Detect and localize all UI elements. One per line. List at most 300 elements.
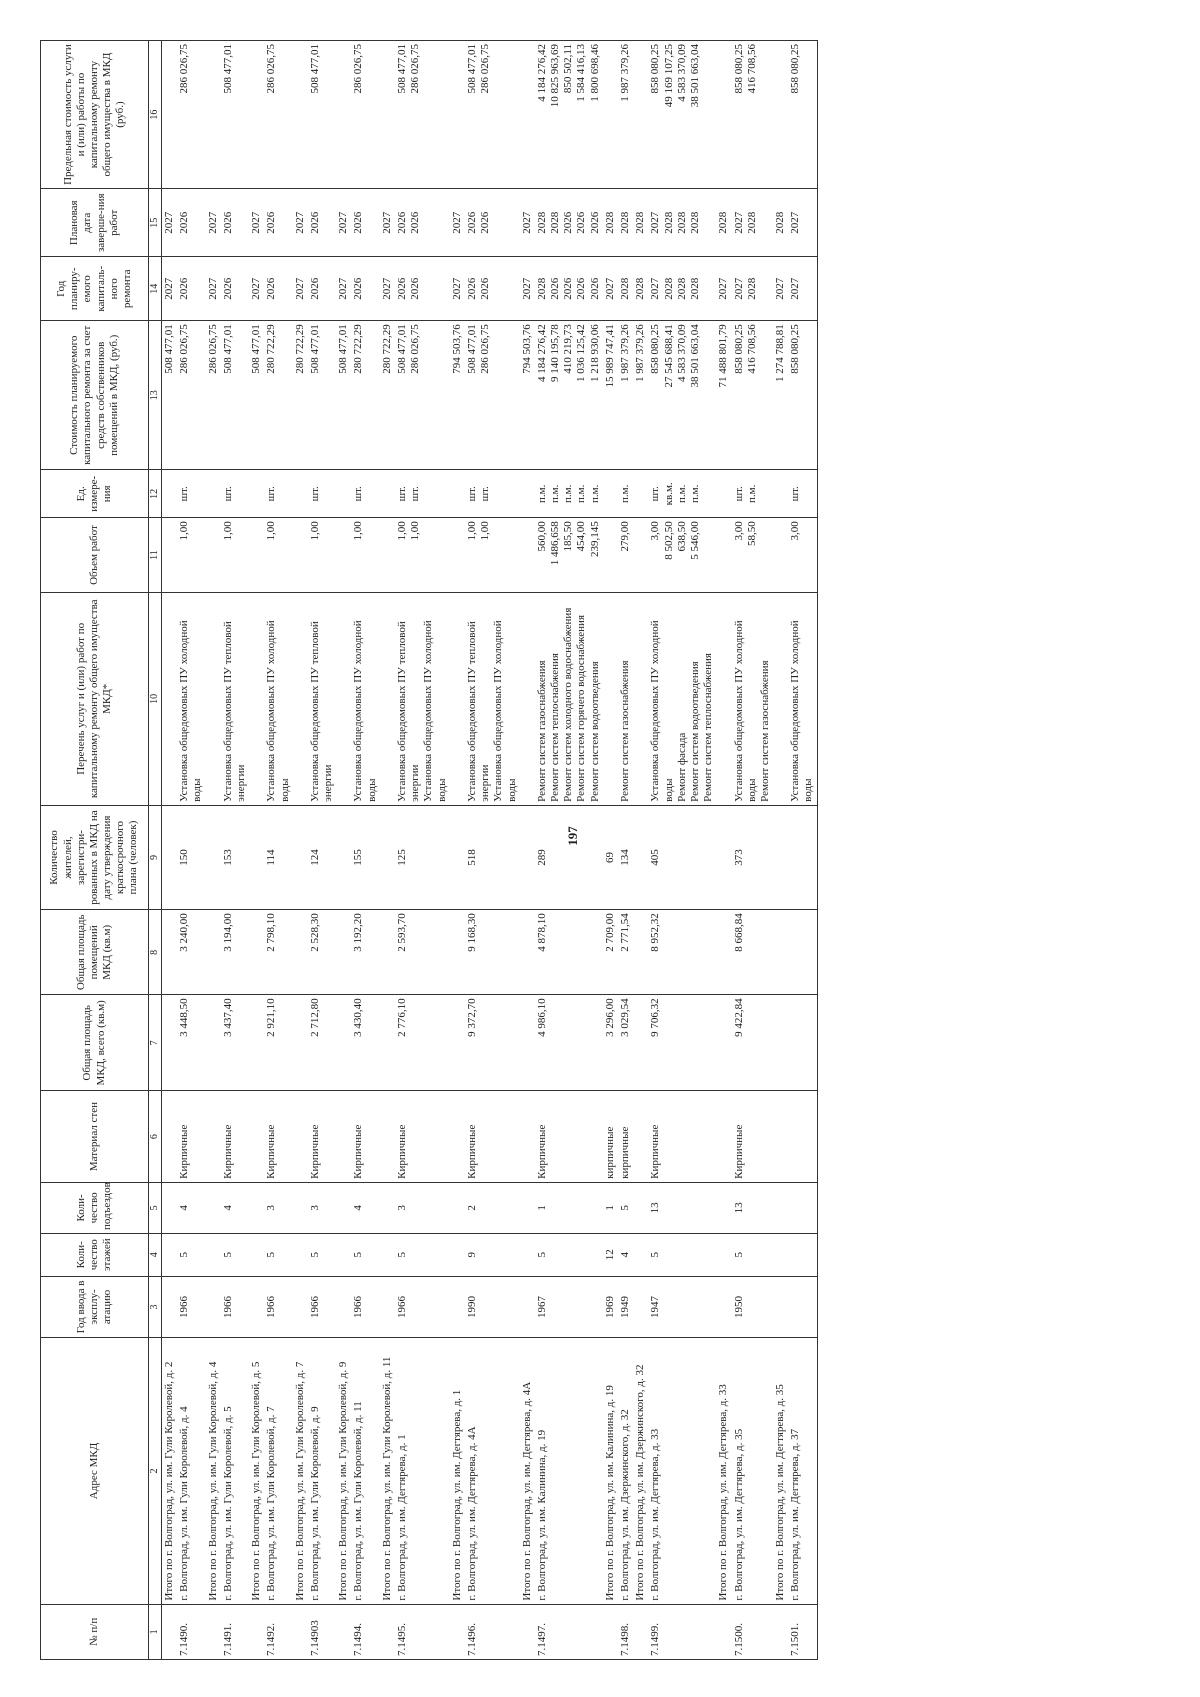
cell-line: шт. (396, 486, 408, 502)
cell-line: Установка общедомовых ПУ холодной воды (492, 620, 518, 802)
cell-line: 2026 (396, 277, 408, 300)
floors-cell (162, 1233, 178, 1276)
floors-cell: 5 (395, 1233, 450, 1276)
entrances-cell (336, 1182, 351, 1233)
cell-line: 1 800 698,46 (588, 44, 601, 102)
cell-line: шт. (465, 486, 478, 502)
max-cost-cell: 286 026,75 (177, 41, 205, 189)
year-cell: 1966 (221, 1276, 249, 1338)
completion-date-cell (465, 189, 520, 257)
works-list-cell: Установка общедомовых ПУ холодной воды (264, 592, 292, 805)
year-cell: 1990 (465, 1276, 520, 1338)
column-number: 14 (149, 257, 162, 321)
table-row (293, 41, 308, 1660)
completion-date-cell (648, 189, 716, 257)
cost-cell: 794 503,76 (520, 321, 535, 470)
cell-line: 638,50 (675, 521, 688, 552)
row-number: 7.1490. (177, 1604, 205, 1659)
unit-cell (520, 470, 535, 518)
works-list-cell (603, 592, 618, 805)
unit-cell: шт. (221, 470, 249, 518)
unit-cell (732, 470, 774, 518)
cell-line: 2027 (649, 211, 662, 234)
residents-cell: 518 (465, 805, 520, 909)
volume-cell: 1,00 (264, 518, 292, 593)
cell-line: 454,00 (575, 521, 588, 552)
premises-area-cell: 3 240,00 (177, 910, 205, 995)
total-area-cell (380, 995, 395, 1091)
planned-year-cell: 2026 (351, 257, 379, 321)
cell-line: Установка общедомовых ПУ холодной воды (649, 620, 675, 802)
total-area-cell (633, 995, 648, 1091)
header-row (41, 41, 149, 1660)
header-cell: Общая площадь МКД, всего (кв.м) (41, 995, 149, 1091)
max-cost-cell (773, 41, 788, 189)
cell-line: Ремонт систем водоотведения (588, 661, 601, 802)
volume-cell (450, 518, 465, 593)
planned-year-cell: 2027 (380, 257, 395, 321)
total-area-cell (788, 995, 817, 1091)
address-cell: Итого по г. Волгоград, ул. им. Гули Королевой, д. 5 (249, 1338, 264, 1604)
cell-line: 2028 (745, 277, 758, 300)
max-cost-cell (336, 41, 351, 189)
table-row (788, 41, 817, 1660)
table-row (450, 41, 465, 1660)
year-cell (206, 1276, 221, 1338)
wall-material-cell: Кирпичные (395, 1091, 450, 1183)
unit-cell (293, 470, 308, 518)
residents-cell (773, 805, 788, 909)
row-number (380, 1604, 395, 1659)
cost-cell: 508 477,01 (162, 321, 178, 470)
max-cost-cell: 1 987 379,26 (618, 41, 633, 189)
unit-cell (535, 470, 603, 518)
header-cell: Адрес МКД (41, 1338, 149, 1604)
address-cell: Итого по г. Волгоград, ул. им. Гули Королевой, д. 11 (380, 1338, 395, 1604)
unit-cell: шт. (308, 470, 336, 518)
floors-cell: 5 (308, 1233, 336, 1276)
completion-date-cell: 2026 (351, 189, 379, 257)
premises-area-cell: 8 668,84 (732, 910, 774, 995)
volume-cell (535, 518, 603, 593)
premises-area-cell (249, 910, 264, 995)
cell-line: 2028 (662, 277, 675, 300)
cost-cell (395, 321, 450, 470)
residents-cell (450, 805, 465, 909)
completion-date-cell: 2027 (788, 189, 817, 257)
wall-material-cell: кирпичные (603, 1091, 618, 1183)
works-list-cell (648, 592, 716, 805)
year-cell: 1947 (648, 1276, 716, 1338)
entrances-cell (206, 1182, 221, 1233)
planned-year-cell: 2027 (206, 257, 221, 321)
total-area-cell: 9 372,70 (465, 995, 520, 1091)
cost-cell: 508 477,01 (221, 321, 249, 470)
works-list-cell: Установка общедомовых ПУ тепловой энергии (308, 592, 336, 805)
works-list-cell (773, 592, 788, 805)
address-cell: г. Волгоград, ул. им. Гули Королевой, д. 11 (351, 1338, 379, 1604)
total-area-cell (249, 995, 264, 1091)
row-number: 7.1499. (648, 1604, 716, 1659)
cell-line: 10 825 963,69 (549, 44, 562, 108)
floors-cell (249, 1233, 264, 1276)
row-number: 7.1500. (732, 1604, 774, 1659)
year-cell (293, 1276, 308, 1338)
premises-area-cell: 4 878,10 (535, 910, 603, 995)
column-number: 5 (149, 1182, 162, 1233)
residents-cell: 134 (618, 805, 633, 909)
residents-cell (380, 805, 395, 909)
volume-cell: 1,00 (221, 518, 249, 593)
table-row (351, 41, 379, 1660)
floors-cell (336, 1233, 351, 1276)
cell-line: 2028 (745, 211, 758, 234)
table-row (465, 41, 520, 1660)
floors-cell: 5 (535, 1233, 603, 1276)
cell-line: шт. (409, 486, 422, 502)
cost-cell (535, 321, 603, 470)
address-cell: Итого по г. Волгоград, ул. им. Дегтярева, д. 35 (773, 1338, 788, 1604)
cost-cell: 286 026,75 (177, 321, 205, 470)
cell-line: 2026 (479, 211, 492, 234)
address-cell: Итого по г. Волгоград, ул. им. Дзержинского, д. 32 (633, 1338, 648, 1604)
entrances-cell: 3 (308, 1182, 336, 1233)
wall-material-cell: Кирпичные (221, 1091, 249, 1183)
table-row (206, 41, 221, 1660)
cell-line: п.м. (549, 484, 562, 503)
year-cell (162, 1276, 178, 1338)
total-area-cell: 2 776,10 (395, 995, 450, 1091)
header-cell: Коли-чество подъездов (41, 1182, 149, 1233)
unit-cell (465, 470, 520, 518)
capital-repair-table (40, 40, 818, 1660)
max-cost-cell (249, 41, 264, 189)
header-cell: Предельная стоимость услуги и (или) работы по капитальному ремонту общего имущества в МКД (руб.) (41, 41, 149, 189)
wall-material-cell: Кирпичные (732, 1091, 774, 1183)
row-number: 7.1494. (351, 1604, 379, 1659)
residents-cell (249, 805, 264, 909)
cell-line: 1,00 (409, 521, 422, 541)
cell-line: 286 026,75 (409, 44, 422, 94)
table-body (162, 41, 818, 1660)
residents-cell: 125 (395, 805, 450, 909)
cost-cell: 1 987 379,26 (633, 321, 648, 470)
premises-area-cell (773, 910, 788, 995)
total-area-cell: 3 437,40 (221, 995, 249, 1091)
works-list-cell (380, 592, 395, 805)
residents-cell: 150 (177, 805, 205, 909)
max-cost-cell (520, 41, 535, 189)
row-number (249, 1604, 264, 1659)
volume-cell (465, 518, 520, 593)
total-area-cell: 2 921,10 (264, 995, 292, 1091)
premises-area-cell: 8 952,32 (648, 910, 716, 995)
floors-cell: 5 (732, 1233, 774, 1276)
volume-cell (162, 518, 178, 593)
table-row (732, 41, 774, 1660)
year-cell (633, 1276, 648, 1338)
floors-cell (716, 1233, 731, 1276)
total-area-cell (293, 995, 308, 1091)
cell-line: 2027 (732, 211, 745, 234)
year-cell: 1966 (395, 1276, 450, 1338)
floors-cell: 5 (264, 1233, 292, 1276)
completion-date-cell: 2027 (162, 189, 178, 257)
volume-cell (648, 518, 716, 593)
unit-cell (380, 470, 395, 518)
cell-line: 508 477,01 (465, 324, 478, 374)
residents-cell: 69 (603, 805, 618, 909)
max-cost-cell (716, 41, 731, 189)
floors-cell (206, 1233, 221, 1276)
year-cell: 1949 (618, 1276, 633, 1338)
works-list-cell (395, 592, 450, 805)
planned-year-cell: 2026 (177, 257, 205, 321)
wall-material-cell (249, 1091, 264, 1183)
cell-line: Установка общедомовых ПУ тепловой энергии (396, 621, 422, 802)
unit-cell: шт. (788, 470, 817, 518)
residents-cell: 114 (264, 805, 292, 909)
cell-line: 416 708,56 (745, 44, 758, 94)
row-number (520, 1604, 535, 1659)
wall-material-cell (716, 1091, 731, 1183)
entrances-cell: 1 (603, 1182, 618, 1233)
cell-line: 2028 (688, 211, 701, 234)
volume-cell: 1,00 (351, 518, 379, 593)
entrances-cell (788, 1182, 817, 1233)
residents-cell (162, 805, 178, 909)
table-row (308, 41, 336, 1660)
row-number: 7.1491. (221, 1604, 249, 1659)
header-cell: № п/п (41, 1604, 149, 1659)
cell-line: Ремонт систем теплоснабжения (702, 653, 715, 802)
entrances-cell: 13 (648, 1182, 716, 1233)
premises-area-cell: 2 771,54 (618, 910, 633, 995)
table-row (395, 41, 450, 1660)
entrances-cell (773, 1182, 788, 1233)
volume-cell (206, 518, 221, 593)
cell-line: 1,00 (396, 521, 408, 541)
premises-area-cell: 2 593,70 (395, 910, 450, 995)
premises-area-cell: 3 192,20 (351, 910, 379, 995)
column-number: 9 (149, 805, 162, 909)
row-number (773, 1604, 788, 1659)
works-list-cell (336, 592, 351, 805)
works-list-cell (716, 592, 731, 805)
cell-line: 2026 (588, 211, 601, 234)
premises-area-cell (633, 910, 648, 995)
entrances-cell (162, 1182, 178, 1233)
max-cost-cell: 508 477,01 (221, 41, 249, 189)
wall-material-cell: Кирпичные (351, 1091, 379, 1183)
cost-cell: 280 722,29 (380, 321, 395, 470)
completion-date-cell: 2027 (336, 189, 351, 257)
cell-line: 5 546,00 (688, 521, 701, 560)
floors-cell (520, 1233, 535, 1276)
completion-date-cell: 2028 (633, 189, 648, 257)
cost-cell: 1 987 379,26 (618, 321, 633, 470)
wall-material-cell (773, 1091, 788, 1183)
table-row (535, 41, 603, 1660)
table-row (603, 41, 618, 1660)
cell-line: 850 502,11 (562, 44, 575, 94)
premises-area-cell (336, 910, 351, 995)
volume-cell: 1,00 (177, 518, 205, 593)
floors-cell: 5 (177, 1233, 205, 1276)
entrances-cell (716, 1182, 731, 1233)
unit-cell (450, 470, 465, 518)
works-list-cell: Ремонт систем газоснабжения (618, 592, 633, 805)
table-row (380, 41, 395, 1660)
column-number: 2 (149, 1338, 162, 1604)
cell-line: 1 486,658 (549, 521, 562, 566)
residents-cell (633, 805, 648, 909)
works-list-cell (450, 592, 465, 805)
residents-cell (206, 805, 221, 909)
works-list-cell (293, 592, 308, 805)
cell-line: 416 708,56 (745, 324, 758, 374)
address-cell: Итого по г. Волгоград, ул. им. Гули Королевой, д. 2 (162, 1338, 178, 1604)
unit-cell: шт. (264, 470, 292, 518)
header-cell: Перечень услуг и (или) работ по капитальному ремонту общего имущества МКД* (41, 592, 149, 805)
cell-line: Ремонт систем газоснабжения (758, 660, 771, 802)
max-cost-cell: 508 477,01 (308, 41, 336, 189)
total-area-cell (206, 995, 221, 1091)
cost-cell: 508 477,01 (249, 321, 264, 470)
completion-date-cell: 2027 (293, 189, 308, 257)
cell-line: 508 477,01 (396, 324, 408, 374)
completion-date-cell (535, 189, 603, 257)
address-cell: Итого по г. Волгоград, ул. им. Дегтярева, д. 4А (520, 1338, 535, 1604)
cell-line: шт. (732, 486, 745, 502)
column-number-row (149, 41, 162, 1660)
header-cell: Коли-чество этажей (41, 1233, 149, 1276)
table-row (177, 41, 205, 1660)
works-list-cell (535, 592, 603, 805)
volume-cell (520, 518, 535, 593)
premises-area-cell (450, 910, 465, 995)
max-cost-cell (380, 41, 395, 189)
column-number: 11 (149, 518, 162, 593)
table-row (773, 41, 788, 1660)
volume-cell (380, 518, 395, 593)
completion-date-cell: 2026 (177, 189, 205, 257)
completion-date-cell: 2026 (308, 189, 336, 257)
max-cost-cell (732, 41, 774, 189)
wall-material-cell (293, 1091, 308, 1183)
works-list-cell (732, 592, 774, 805)
unit-cell (162, 470, 178, 518)
entrances-cell (380, 1182, 395, 1233)
residents-cell: 155 (351, 805, 379, 909)
residents-cell: 289 (535, 805, 603, 909)
premises-area-cell: 2 798,10 (264, 910, 292, 995)
planned-year-cell (395, 257, 450, 321)
header-cell: Год ввода в эксплу-атацию (41, 1276, 149, 1338)
cell-line: 2026 (396, 211, 408, 234)
header-cell: Материал стен (41, 1091, 149, 1183)
residents-cell: 405 (648, 805, 716, 909)
cell-line: 286 026,75 (409, 324, 422, 374)
address-cell: г. Волгоград, ул. им. Дегтярева, д. 4А (465, 1338, 520, 1604)
residents-cell (336, 805, 351, 909)
unit-cell (206, 470, 221, 518)
row-number: 7.1495. (395, 1604, 450, 1659)
volume-cell (633, 518, 648, 593)
unit-cell (648, 470, 716, 518)
wall-material-cell (336, 1091, 351, 1183)
entrances-cell (293, 1182, 308, 1233)
cell-line: 2026 (409, 277, 422, 300)
address-cell: Итого по г. Волгоград, ул. им. Гули Королевой, д. 7 (293, 1338, 308, 1604)
row-number (336, 1604, 351, 1659)
row-number (206, 1604, 221, 1659)
completion-date-cell: 2028 (618, 189, 633, 257)
cell-line: Установка общедомовых ПУ холодной воды (422, 620, 448, 802)
planned-year-cell: 2028 (618, 257, 633, 321)
completion-date-cell: 2027 (450, 189, 465, 257)
cost-cell: 71 488 801,79 (716, 321, 731, 470)
entrances-cell: 3 (264, 1182, 292, 1233)
works-list-cell: Установка общедомовых ПУ тепловой энергии (221, 592, 249, 805)
floors-cell: 5 (648, 1233, 716, 1276)
cost-cell: 858 080,25 (788, 321, 817, 470)
max-cost-cell (450, 41, 465, 189)
wall-material-cell (788, 1091, 817, 1183)
premises-area-cell (716, 910, 731, 995)
page-number: 197 (564, 826, 580, 846)
cell-line: 4 184 276,42 (535, 44, 548, 102)
address-cell: г. Волгоград, ул. им. Гули Королевой, д. 5 (221, 1338, 249, 1604)
cell-line: 4 583 370,09 (675, 44, 688, 102)
total-area-cell: 9 706,32 (648, 995, 716, 1091)
total-area-cell (773, 995, 788, 1091)
unit-cell (395, 470, 450, 518)
unit-cell (249, 470, 264, 518)
planned-year-cell: 2028 (633, 257, 648, 321)
wall-material-cell (450, 1091, 465, 1183)
table-row (264, 41, 292, 1660)
wall-material-cell (206, 1091, 221, 1183)
premises-area-cell: 2 528,30 (308, 910, 336, 995)
year-cell: 1967 (535, 1276, 603, 1338)
entrances-cell (450, 1182, 465, 1233)
cell-line: 3,00 (649, 521, 662, 541)
total-area-cell: 9 422,84 (732, 995, 774, 1091)
cell-line: 27 545 688,41 (662, 324, 675, 388)
cell-line: 58,50 (745, 521, 758, 547)
address-cell: г. Волгоград, ул. им. Дегтярева, д. 1 (395, 1338, 450, 1604)
cell-line: 9 140 195,78 (549, 324, 562, 382)
total-area-cell: 3 029,54 (618, 995, 633, 1091)
floors-cell: 12 (603, 1233, 618, 1276)
completion-date-cell: 2027 (380, 189, 395, 257)
floors-cell: 5 (221, 1233, 249, 1276)
row-number: 7.1496. (465, 1604, 520, 1659)
year-cell (380, 1276, 395, 1338)
cell-line: п.м. (745, 484, 758, 503)
header-cell: Год планиру-емого капиталь-ного ремонта (41, 257, 149, 321)
cell-line: Ремонт фасада (675, 732, 688, 802)
wall-material-cell: кирпичные (618, 1091, 633, 1183)
rotated-table-wrapper (40, 40, 1165, 1660)
entrances-cell: 4 (221, 1182, 249, 1233)
planned-year-cell: 2027 (773, 257, 788, 321)
completion-date-cell: 2027 (249, 189, 264, 257)
year-cell (520, 1276, 535, 1338)
cost-cell: 15 989 747,41 (603, 321, 618, 470)
max-cost-cell (395, 41, 450, 189)
